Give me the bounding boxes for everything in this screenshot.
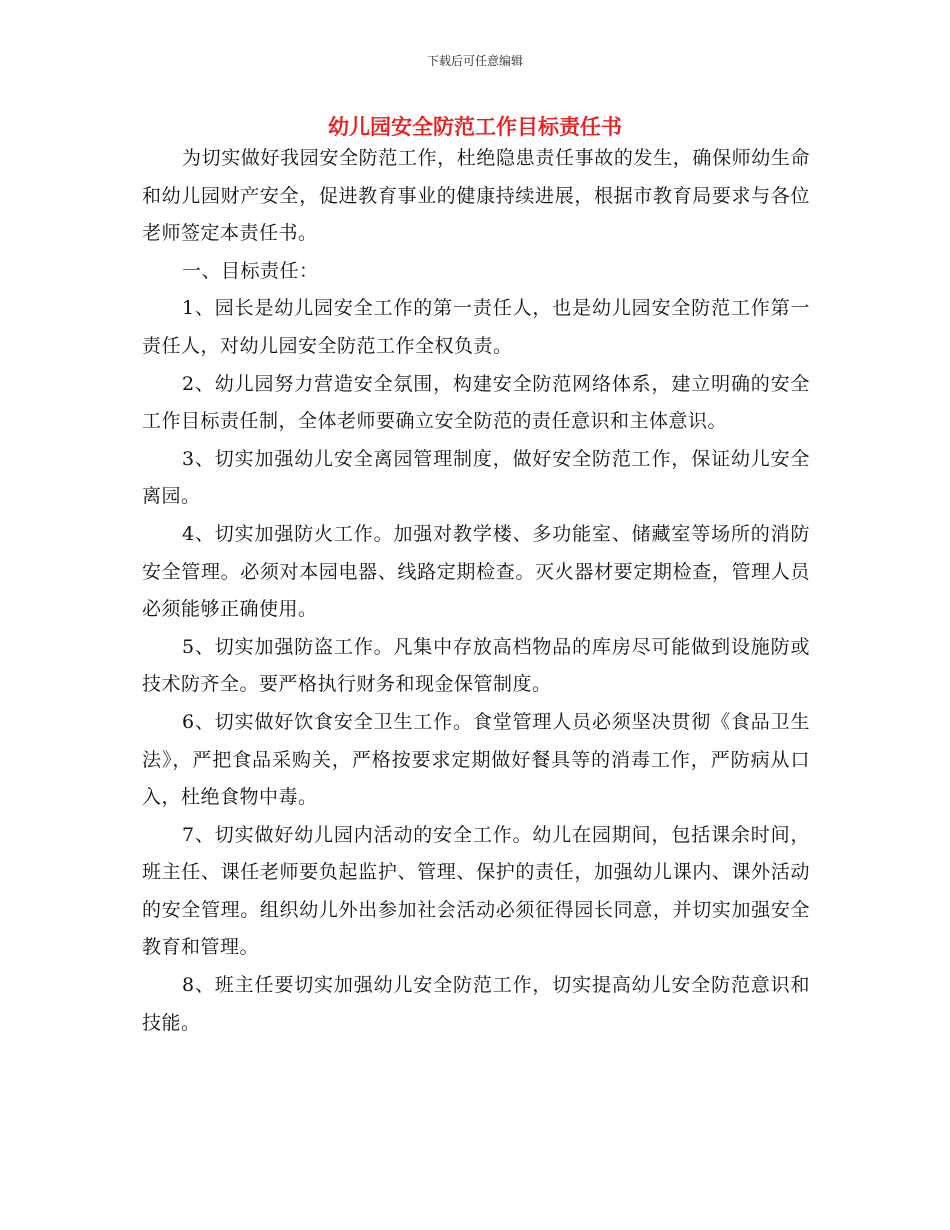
section-heading-targets: 一、目标责任： (182, 259, 319, 282)
item-5-paragraph: 5、切实加强防盗工作。凡集中存放高档物品的库房尽可能做到设施防或技术防齐全。要严格执行财务和现金保管制度。 (142, 635, 810, 696)
header-note: 下载后可任意编辑 (426, 54, 523, 68)
item-7-paragraph: 7、切实做好幼儿园内活动的安全工作。幼儿在园期间，包括课余时间，班主任、课任老师要负起监护、管理、保护的责任，加强幼儿课内、课外活动的安全管理。组织幼儿外出参加社会活动必须征得园长同意，并切实加强安全教育和管理。 (142, 823, 810, 959)
document-title: 幼儿园安全防范工作目标责任书 (328, 115, 622, 139)
item-2-paragraph: 2、幼儿园努力营造安全氛围，构建安全防范网络体系，建立明确的安全工作目标责任制，全体老师要确立安全防范的责任意识和主体意识。 (142, 372, 810, 433)
document-body (142, 140, 810, 1042)
item-1-paragraph: 1、园长是幼儿园安全工作的第一责任人，也是幼儿园安全防范工作第一责任人，对幼儿园安全防范工作全权负责。 (142, 297, 810, 357)
item-4-paragraph: 4、切实加强防火工作。加强对教学楼、多功能室、储藏室等场所的消防安全管理。必须对本园电器、线路定期检查。灭火器材要定期检查，管理人员必须能够正确使用。 (142, 522, 810, 621)
item-6-paragraph: 6、切实做好饮食安全卫生工作。食堂管理人员必须坚决贯彻《食品卫生法》，严把食品采购关，严格按要求定期做好餐具等的消毒工作，严防病从口入，杜绝食物中毒。 (142, 710, 810, 809)
item-8-paragraph: 8、班主任要切实加强幼儿安全防范工作，切实提高幼儿安全防范意识和技能。 (142, 974, 810, 1034)
intro-paragraph: 为切实做好我园安全防范工作，杜绝隐患责任事故的发生，确保师幼生命和幼儿园财产安全，促进教育事业的健康持续进展，根据市教育局要求与各位老师签定本责任书。 (142, 147, 810, 245)
item-3-paragraph: 3、切实加强幼儿安全离园管理制度，做好安全防范工作，保证幼儿安全离园。 (142, 447, 810, 508)
